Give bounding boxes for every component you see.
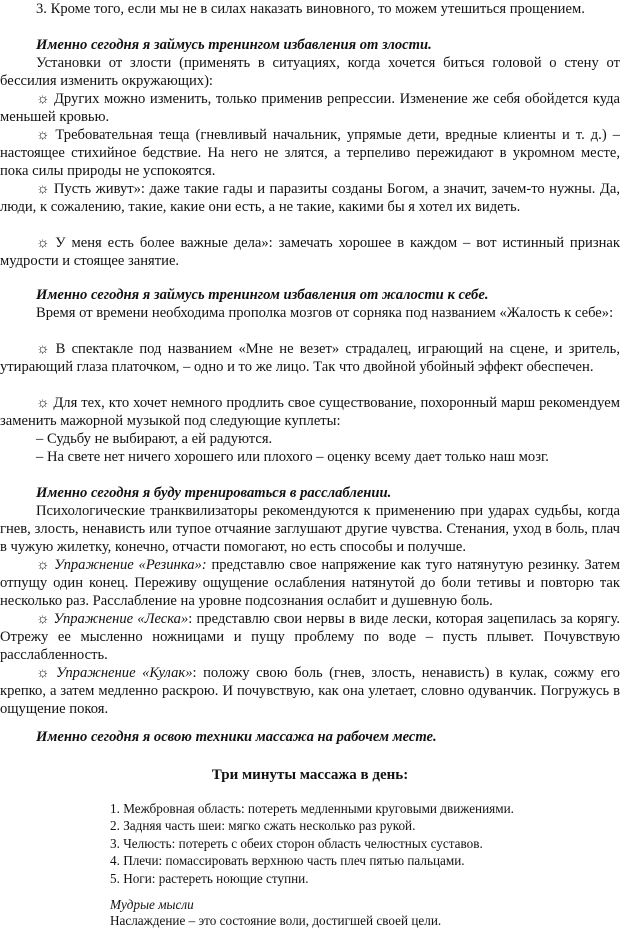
- line-top: 3. Кроме того, если мы не в силах наказать виновного, то можем утешиться прощением.: [36, 1, 585, 17]
- pity-dash-1: – Судьбу не выбирают, а ей радуются.: [36, 431, 273, 447]
- massage-title: Три минуты массажа в день:: [211, 767, 409, 783]
- intro-anger: Установки от злости (применять в ситуациях, когда хочется биться головой о стену от бессилия изменить окружающих):: [0, 55, 620, 89]
- sun-icon: ☼: [36, 557, 50, 573]
- anger-item-4: ☼ У меня есть более важные дела»: замечать хорошее в каждом – вот истинный признак мудрости и стоящее занятие.: [0, 235, 620, 269]
- anger-item-2: ☼ Требовательная теща (гневливый начальник, упрямые дети, вредные клиенты и т. д.) – настоящее стихийное бедствие. На него не злятся, а терпеливо пережидают в укромном месте, пока силы природы не успокоятся.: [0, 127, 620, 179]
- anger-item-1: ☼ Других можно изменить, только применив репрессии. Изменение же себя обойдется куда меньшей кровью.: [0, 91, 620, 125]
- list-item: 1. Межбровная область: потереть медленными круговыми движениями.: [110, 801, 514, 816]
- sun-icon: ☼: [36, 127, 50, 143]
- exercise-fist: ☼ Упражнение «Кулак»: положу свою боль (гнев, злость, ненависть) в кулак, сожму его крепко, а затем медленно раскрою. И почувствую, как она улетает, словно одуванчик. Погружусь в ощущение покоя.: [0, 665, 620, 717]
- sun-icon: ☼: [36, 91, 50, 107]
- sun-icon: ☼: [36, 181, 50, 197]
- intro-relax: Психологические транквилизаторы рекомендуются к применению при ударах судьбы, когда гнев, злость, ненависть или тупое отчаяние заглушают другие чувства. Стенания, уход в боль, плач в чужую жилетку, конечно, отчасти помогают, но есть способы и получше.: [0, 503, 620, 555]
- sun-icon: ☼: [36, 665, 50, 681]
- list-item: 4. Плечи: помассировать верхнюю часть плеч пятью пальцами.: [110, 853, 465, 869]
- list-item: 3. Челюсть: потереть с обеих сторон область челюстных суставов.: [110, 835, 483, 851]
- massage-list: [110, 800, 610, 887]
- wise-text: Наслаждение – это состояние воли, достигшей своей цели.: [110, 913, 442, 928]
- sun-icon: ☼: [36, 611, 50, 627]
- heading-relax: Именно сегодня я буду тренироваться в расслаблении.: [36, 485, 392, 501]
- pity-item-2: ☼ Для тех, кто хочет немного продлить свое существование, похоронный марш рекомендуем заменить мажорной музыкой под следующие куплеты:: [0, 395, 620, 429]
- intro-self-pity: Время от времени необходима прополка мозгов от сорняка под названием «Жалость к себе»:: [36, 305, 614, 321]
- pity-item-1: ☼ В спектакле под названием «Мне не везет» страдалец, играющий на сцене, и зритель, утирающий глаза платочком, – одно и то же лицо. Так что двойной убойный эффект обеспечен.: [0, 341, 620, 375]
- wise-label: Мудрые мысли: [110, 897, 194, 912]
- exercise-line: ☼ Упражнение «Леска»: представлю свои нервы в виде лески, которая зацепилась за корягу. Отрежу ее мысленно ножницами и пущу проблему по воде – пусть плывет. Почувствую расслабленность.: [0, 611, 620, 663]
- sun-icon: ☼: [36, 395, 50, 411]
- pity-dash-2: – На свете нет ничего хорошего или плохого – оценку всему дает только наш мозг.: [36, 449, 549, 465]
- anger-item-3: ☼ Пусть живут»: даже такие гады и паразиты созданы Богом, а значит, зачем-то нужны. Да, люди, к сожалению, такие, какие они есть, а не такие, какими бы я хотел их видеть.: [0, 181, 620, 215]
- list-item: 2. Задняя часть шеи: мягко сжать несколько раз рукой.: [110, 818, 416, 834]
- heading-self-pity: Именно сегодня я займусь тренингом избавления от жалости к себе.: [36, 287, 489, 303]
- sun-icon: ☼: [36, 341, 50, 357]
- sun-icon: ☼: [36, 235, 50, 251]
- heading-anger: Именно сегодня я займусь тренингом избавления от злости.: [36, 37, 432, 53]
- heading-massage: Именно сегодня я освою техники массажа на рабочем месте.: [36, 729, 437, 745]
- exercise-rubber: ☼ Упражнение «Резинка»: представлю свое напряжение как туго натянутую резинку. Затем отпущу один конец. Переживу ощущение ослабления натянутой до боли тетивы и повторю так несколько раз. Расслабление на уровне подсознания ослабит и душевную боль.: [0, 557, 620, 609]
- list-item: 5. Ноги: растереть ноющие ступни.: [110, 870, 309, 886]
